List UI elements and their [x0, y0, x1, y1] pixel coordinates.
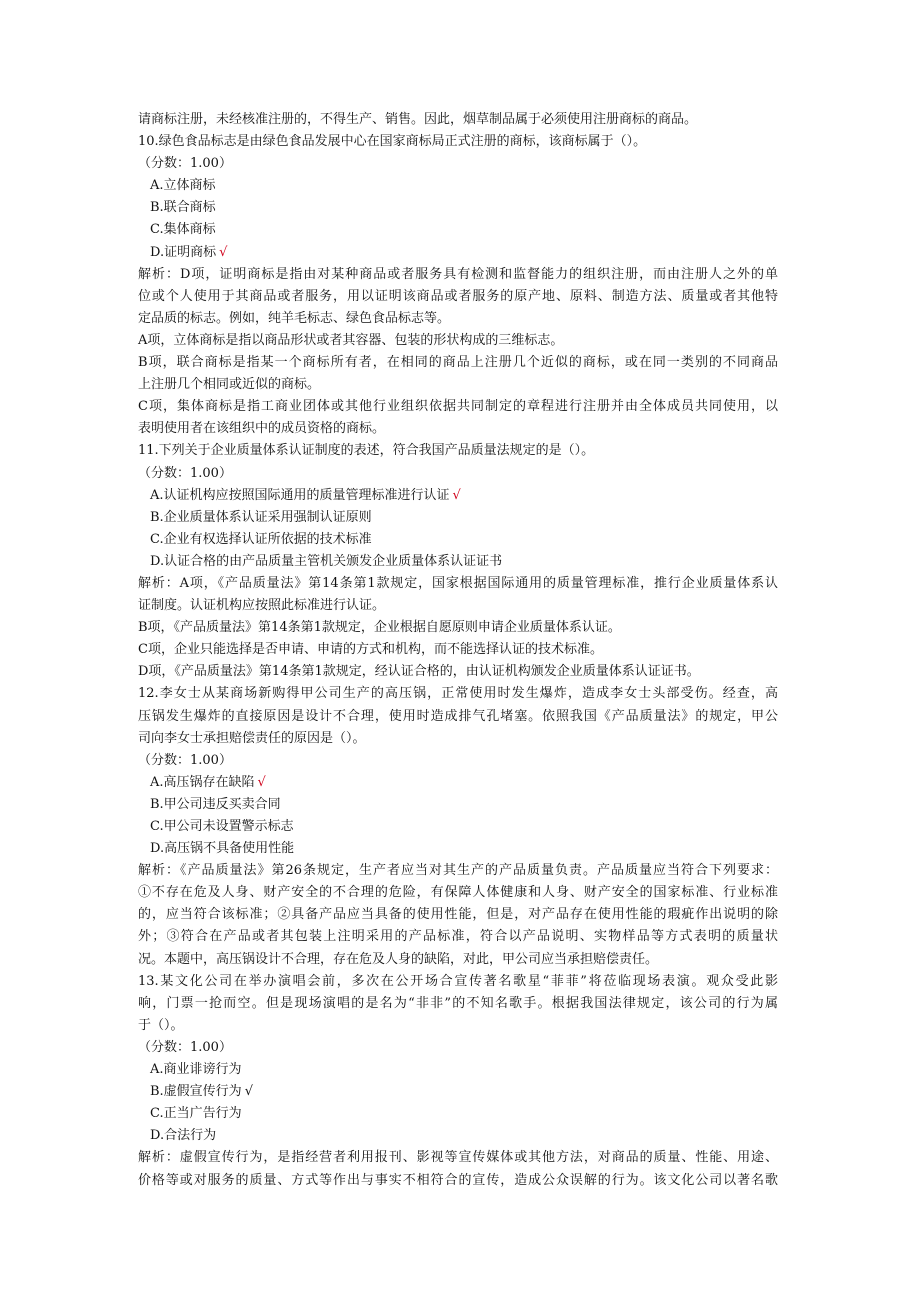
q13-option-b-text: B.虚假宣传行为 — [150, 1084, 242, 1100]
q12-analysis-line: ①不存在危及人身、财产安全的不合理的危险，有保障人体健康和人身、财产安全的国家标准、行业标准 — [138, 885, 778, 901]
q12-stem-line: 12.李女士从某商场新购得甲公司生产的高压锅，正常使用时发生爆炸，造成李女士头部受伤。经查，高 — [138, 686, 778, 702]
correct-check-icon: √ — [244, 1084, 253, 1100]
q11-option-b: B.企业质量体系认证采用强制认证原则 — [150, 509, 372, 525]
q12-option-a — [138, 772, 778, 794]
q13-analysis-line: 解析：虚假宣传行为，是指经营者利用报刊、影视等宣传媒体或其他方法，对商品的质量、性能、用途、 — [138, 1150, 778, 1166]
q13-option-d: D.合法行为 — [150, 1128, 217, 1144]
q11-analysis-line: C项，企业只能选择是否申请、申请的方式和机构，而不能选择认证的技术标准。 — [138, 642, 603, 658]
q10-analysis-line: 定品质的标志。例如，纯羊毛标志、绿色食品标志等。 — [138, 310, 451, 326]
q10-option-d — [138, 242, 778, 264]
q12-option-a-text: A.高压锅存在缺陷 — [150, 774, 255, 790]
q13-option-b — [138, 1081, 778, 1103]
q10-analysis-line: 表明使用者在该组织中的成员资格的商标。 — [138, 421, 386, 437]
q11-option-d: D.认证合格的由产品质量主管机关颁发企业质量体系认证证书 — [150, 553, 503, 569]
q11-analysis-line: D项，《产品质量法》第14条第1款规定，经认证合格的，由认证机构颁发企业质量体系认证证书。 — [138, 664, 700, 680]
correct-check-icon: √ — [452, 487, 461, 503]
q10-option-d-text: D.证明商标 — [150, 244, 217, 260]
q10-option-b: B.联合商标 — [150, 200, 216, 216]
q13-option-c: C.正当广告行为 — [150, 1106, 242, 1122]
q10-analysis-line: A项，立体商标是指以商品形状或者其容器、包装的形状构成的三维标志。 — [138, 332, 564, 348]
q12-analysis-line: 外；③符合在产品或者其包装上注明采用的产品标准，符合以产品说明、实物样品等方式表明的质量状 — [138, 929, 778, 945]
q12-score: （分数：1.00） — [138, 752, 232, 768]
q12-analysis-line: 的，应当符合该标准；②具备产品应当具备的使用性能，但是，对产品存在使用性能的瑕疵作出说明的除 — [138, 907, 778, 923]
q11-analysis-line: B项，《产品质量法》第14条第1款规定，企业根据自愿原则申请企业质量体系认证。 — [138, 620, 621, 636]
q13-stem-line: 13.某文化公司在举办演唱会前，多次在公开场合宣传著名歌星“菲菲”将莅临现场表演。观众受此影 — [138, 973, 778, 989]
q11-stem: 11.下列关于企业质量体系认证制度的表述，符合我国产品质量法规定的是（）。 — [138, 443, 595, 459]
q12-stem-line: 司向李女士承担赔偿责任的原因是（）。 — [138, 730, 366, 746]
q10-analysis-line: 位或个人使用于其商品或者服务，用以证明该商品或者服务的原产地、原料、制造方法、质量或者其他特 — [138, 288, 778, 304]
q10-score: （分数：1.00） — [138, 156, 232, 172]
q10-analysis-line: C项，集体商标是指工商业团体或其他行业组织依据共同制定的章程进行注册并由全体成员共同使用，以 — [138, 399, 778, 415]
q11-option-c: C.企业有权选择认证所依据的技术标准 — [150, 531, 372, 547]
q13-option-a: A.商业诽谤行为 — [150, 1062, 242, 1078]
correct-check-icon: √ — [257, 774, 266, 790]
intro-line: 请商标注册，未经核准注册的，不得生产、销售。因此，烟草制品属于必须使用注册商标的商品。 — [138, 112, 698, 127]
q10-analysis-line: 上注册几个相同或近似的商标。 — [138, 377, 321, 393]
q11-option-a-text: A.认证机构应按照国际通用的质量管理标准进行认证 — [150, 487, 450, 503]
q12-analysis-line: 况。本题中，高压锅设计不合理，存在危及人身的缺陷，对此，甲公司应当承担赔偿责任。 — [138, 951, 659, 967]
q13-stem-line: 于（）。 — [138, 1017, 184, 1033]
q12-option-d: D.高压锅不具备使用性能 — [150, 841, 295, 857]
q11-analysis-line: 证制度。认证机构应按照此标准进行认证。 — [138, 598, 386, 614]
q12-stem-line: 压锅发生爆炸的直接原因是设计不合理，使用时造成排气孔堵塞。依照我国《产品质量法》的规定，甲公 — [138, 708, 778, 724]
q13-score: （分数：1.00） — [138, 1039, 232, 1055]
q10-option-c: C.集体商标 — [150, 222, 216, 238]
q10-analysis-line: 解析：D项，证明商标是指由对某种商品或者服务具有检测和监督能力的组织注册，而由注册人之外的单 — [138, 266, 778, 282]
q10-analysis-line: B项，联合商标是指某一个商标所有者，在相同的商品上注册几个近似的商标，或在同一类别的不同商品 — [138, 355, 778, 371]
q11-analysis-line: 解析：A项，《产品质量法》第14条第1款规定，国家根据国际通用的质量管理标准，推行企业质量体系认 — [138, 575, 778, 591]
q11-score: （分数：1.00） — [138, 465, 232, 481]
document-body — [138, 109, 778, 1192]
q13-stem-line: 响，门票一抢而空。但是现场演唱的是名为“非非”的不知名歌手。根据我国法律规定，该公司的行为属 — [138, 995, 778, 1011]
q10-stem: 10.绿色食品标志是由绿色食品发展中心在国家商标局正式注册的商标，该商标属于（）。 — [138, 134, 647, 150]
q11-option-a — [138, 485, 778, 507]
q12-analysis-line: 解析：《产品质量法》第26条规定，生产者应当对其生产的产品质量负责。产品质量应当符合下列要求： — [138, 863, 778, 879]
q10-option-a: A.立体商标 — [150, 178, 216, 194]
correct-check-icon: √ — [219, 244, 228, 260]
q12-option-c: C.甲公司未设置警示标志 — [150, 819, 294, 834]
q13-analysis-line: 价格等或对服务的质量、方式等作出与事实不相符合的宣传，造成公众误解的行为。该文化公司以著名歌 — [138, 1172, 778, 1188]
q12-option-b: B.甲公司违反买卖合同 — [150, 796, 281, 812]
